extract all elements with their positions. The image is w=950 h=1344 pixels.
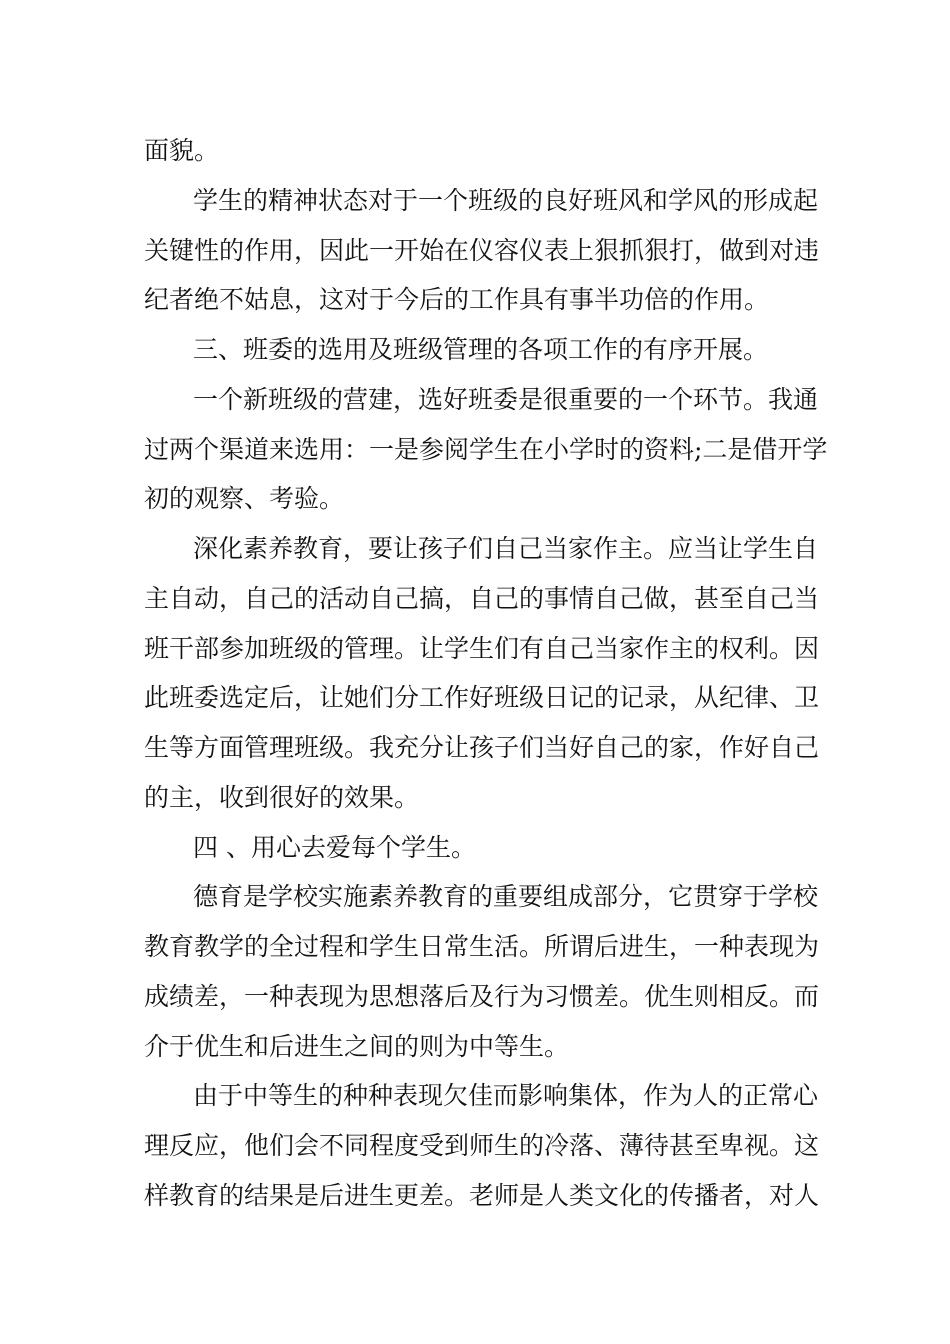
text-line: 的主，收到很好的效果。 — [144, 783, 420, 812]
paragraph-start-line: 由于中等生的种种表现欠佳而影响集体，作为人的正常心 — [193, 1081, 819, 1110]
text-line: 初的观察、考验。 — [144, 484, 345, 513]
text-line: 过两个渠道来选用：一是参阅学生在小学时的资料;二是借开学 — [144, 435, 828, 464]
text-line: 关键性的作用，因此一开始在仪容仪表上狠抓狠打，做到对违 — [144, 236, 820, 265]
text-line: 生等方面管理班级。我充分让孩子们当好自己的家，作好自己 — [144, 733, 820, 762]
text-line: 此班委选定后，让她们分工作好班级日记的记录，从纪律、卫 — [144, 683, 820, 712]
text-line: 主自动，自己的活动自己搞，自己的事情自己做，甚至自己当 — [144, 584, 820, 613]
section-heading: 三、班委的选用及班级管理的各项工作的有序开展。 — [193, 335, 769, 364]
text-line: 纪者绝不姑息，这对于今后的工作具有事半功倍的作用。 — [144, 285, 770, 314]
text-line: 班干部参加班级的管理。让学生们有自己当家作主的权利。因 — [144, 634, 820, 663]
text-line: 介于优生和后进生之间的则为中等生。 — [144, 1032, 570, 1061]
text-line: 教育教学的全过程和学生日常生活。所谓后进生，一种表现为 — [144, 932, 820, 961]
text-line: 成绩差，一种表现为思想落后及行为习惯差。优生则相反。而 — [144, 982, 820, 1011]
paragraph-start-line: 学生的精神状态对于一个班级的良好班风和学风的形成起 — [193, 186, 819, 215]
paragraph-start-line: 一个新班级的营建，选好班委是很重要的一个环节。我通 — [193, 385, 819, 414]
section-heading: 四 、用心去爱每个学生。 — [193, 833, 476, 862]
text-line: 理反应，他们会不同程度受到师生的冷落、薄待甚至卑视。这 — [144, 1131, 820, 1160]
text-line: 面貌。 — [144, 136, 220, 165]
paragraph-start-line: 德育是学校实施素养教育的重要组成部分，它贯穿于学校 — [193, 882, 819, 911]
paragraph-start-line: 深化素养教育，要让孩子们自己当家作主。应当让学生自 — [193, 534, 819, 563]
text-line: 样教育的结果是后进生更差。老师是人类文化的传播者，对人 — [144, 1181, 820, 1210]
